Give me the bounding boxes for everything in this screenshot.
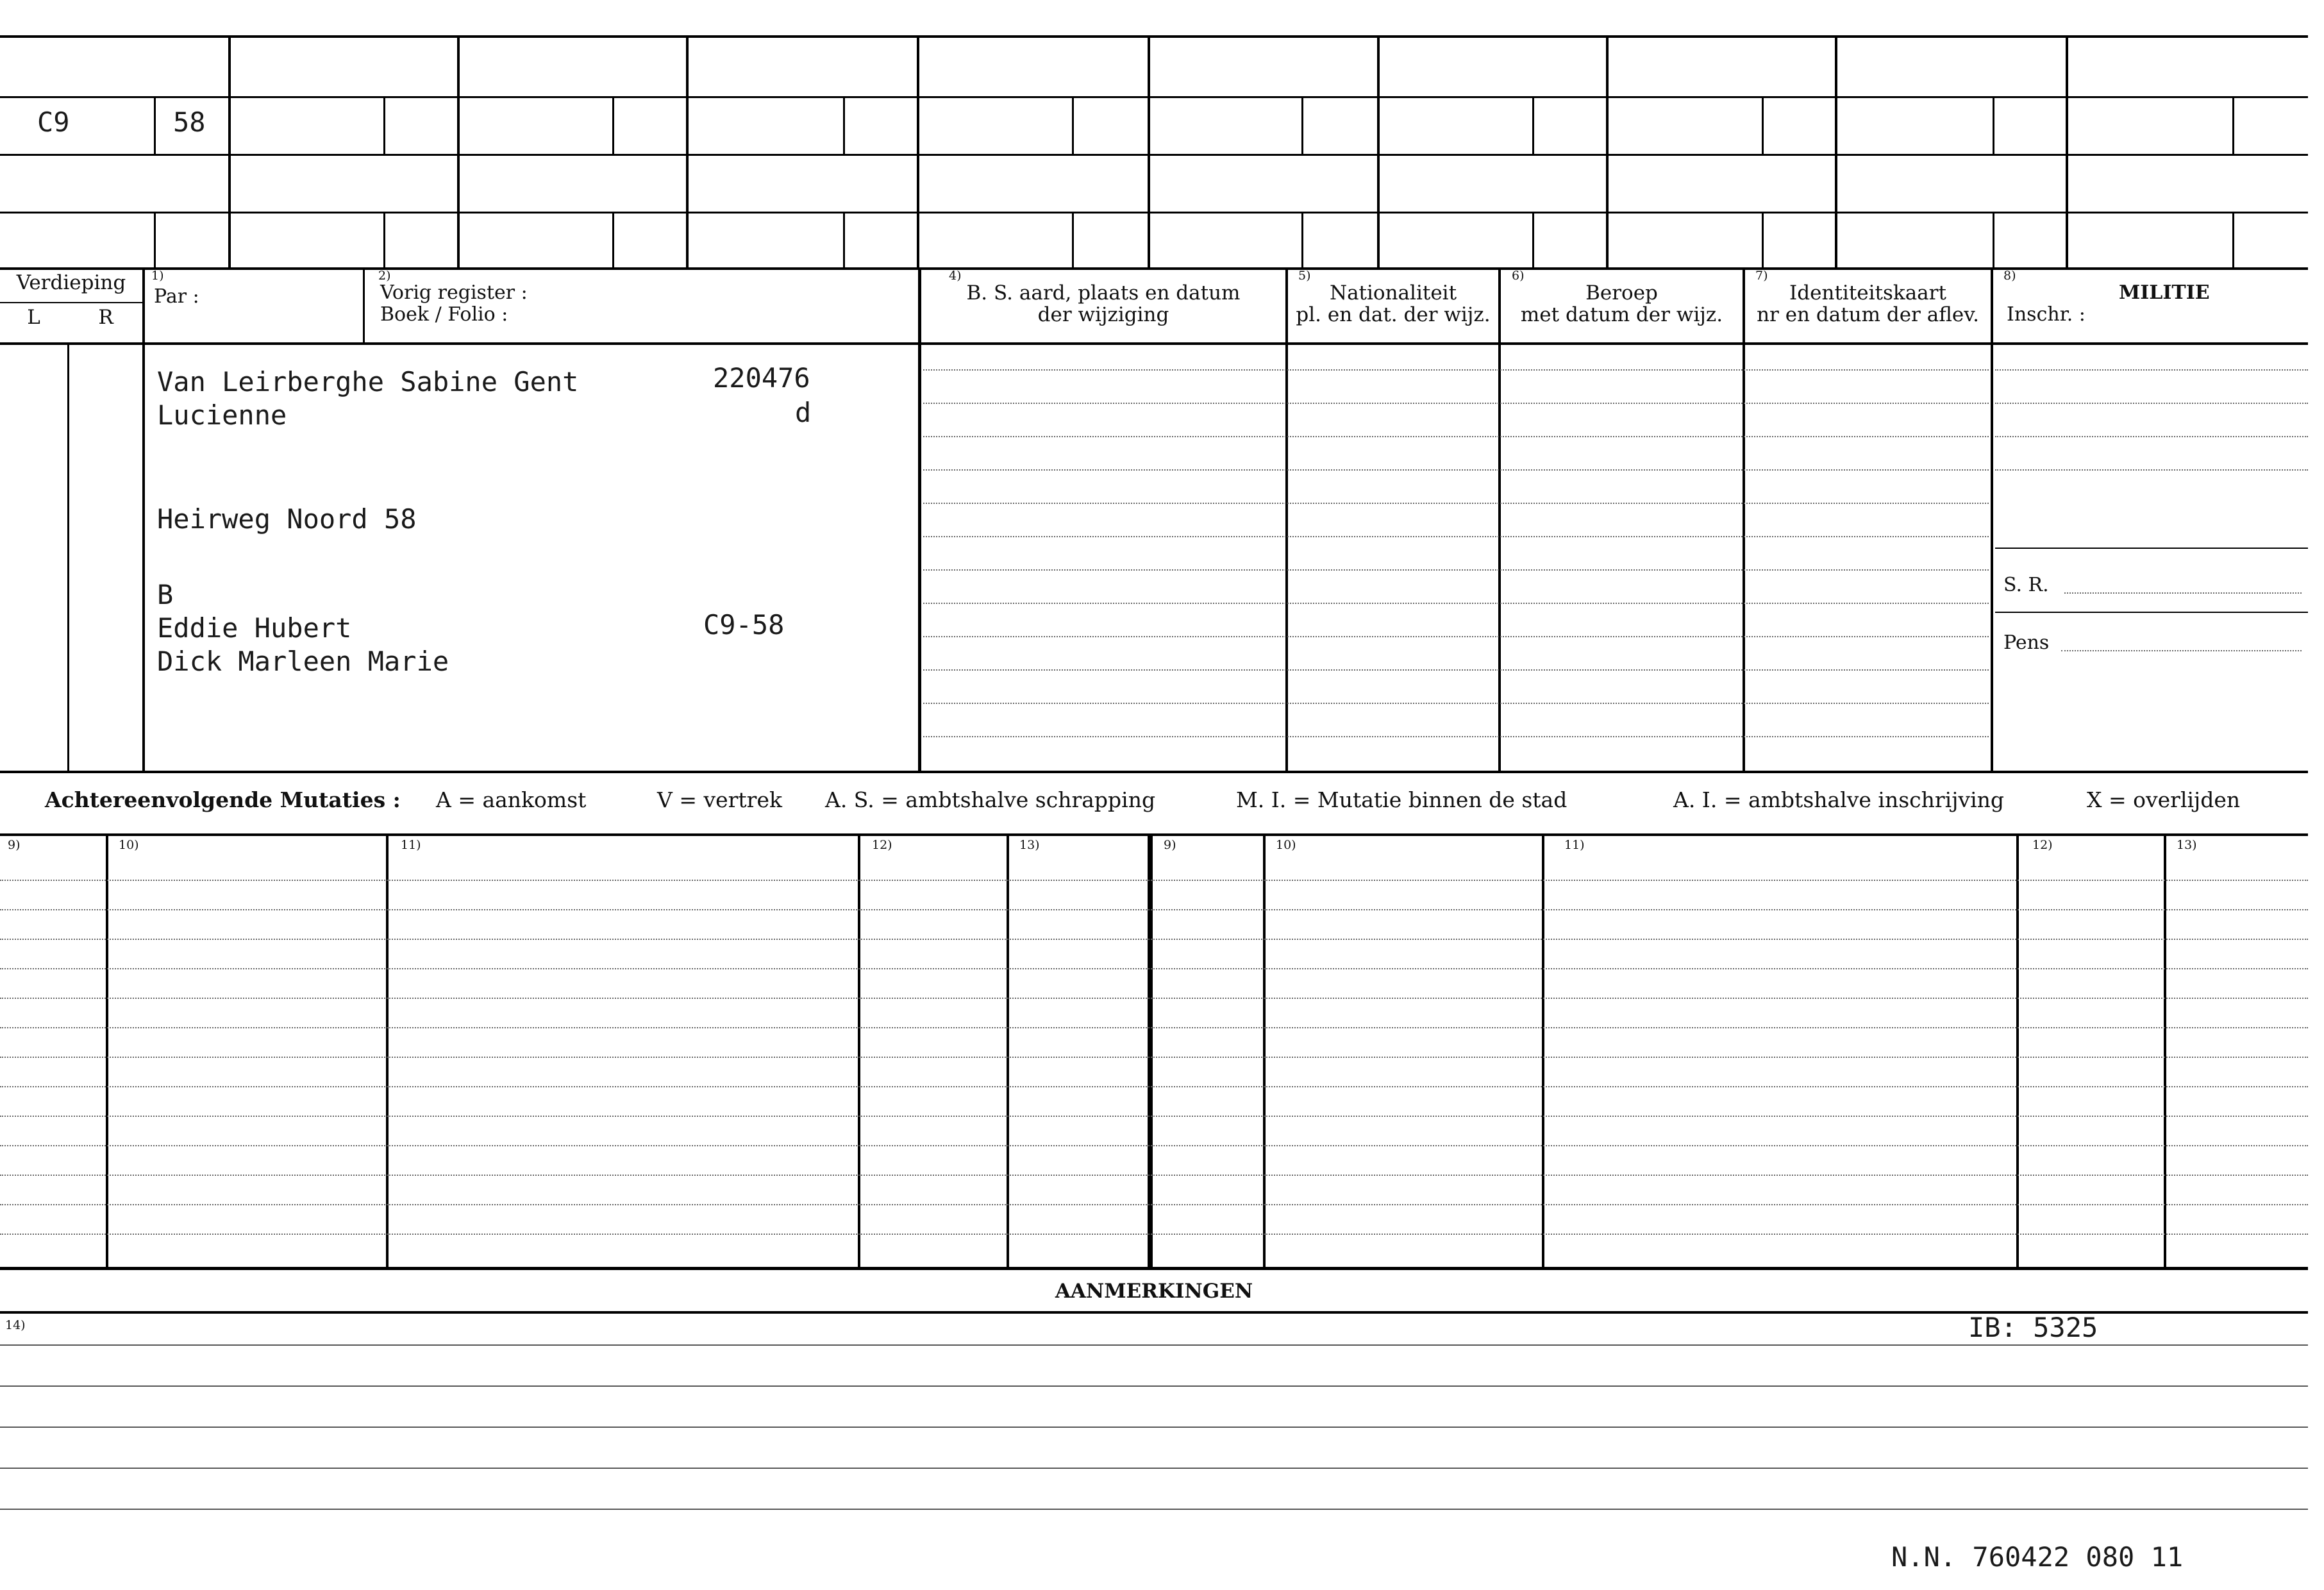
- register-header: [0, 268, 2308, 344]
- col4-num: 4): [949, 269, 962, 283]
- col2-line1: Vorig register :: [380, 281, 528, 304]
- entry-address: Heirweg Noord 58: [157, 503, 417, 535]
- col6-num: 6): [1512, 269, 1525, 283]
- militie-pens-label: Pens: [2003, 632, 2050, 654]
- legend-v: V = vertrek: [657, 787, 782, 812]
- legend-mi: M. I. = Mutatie binnen de stad: [1236, 787, 1567, 812]
- entry-name-line1: Van Leirberghe Sabine Gent: [157, 366, 579, 398]
- col5-line2: pl. en dat. der wijz.: [1296, 303, 1491, 326]
- verdieping-left: L: [27, 306, 40, 329]
- entry-relation1: Eddie Hubert: [157, 612, 352, 644]
- mut-col-13b: 13): [2177, 838, 2197, 852]
- entry-date-suffix: d: [795, 397, 812, 428]
- entry-marker: B: [157, 579, 174, 610]
- mut-col-10b: 10): [1276, 838, 1296, 852]
- remarks-num: 14): [5, 1318, 26, 1332]
- top-cell-a: C9: [37, 106, 70, 138]
- entry-date: 220476: [713, 362, 810, 394]
- col1-num: 1): [151, 269, 164, 283]
- remarks-section: [0, 1273, 2308, 1580]
- legend-title: Achtereenvolgende Mutaties :: [45, 787, 401, 812]
- col4-line1: B. S. aard, plaats en datum: [966, 281, 1241, 305]
- top-cell-b: 58: [173, 106, 206, 138]
- col8-num: 8): [2003, 269, 2016, 283]
- mut-col-13: 13): [1019, 838, 1040, 852]
- col4-line2: der wijziging: [1037, 303, 1169, 326]
- col7-line1: Identiteitskaart: [1789, 281, 1946, 305]
- col7-line2: nr en datum der aflev.: [1757, 303, 1979, 326]
- register-body: [0, 344, 2308, 773]
- col6-line2: met datum der wijz.: [1520, 303, 1723, 326]
- col8-sub: Inschr. :: [2007, 303, 2086, 326]
- top-grid: [0, 35, 2308, 269]
- col5-line1: Nationaliteit: [1329, 281, 1457, 305]
- remarks-ib: IB: 5325: [1968, 1312, 2098, 1343]
- entry-relation1-ref: C9-58: [703, 609, 785, 640]
- mut-col-10: 10): [119, 838, 139, 852]
- col7-num: 7): [1755, 269, 1768, 283]
- remarks-title: AANMERKINGEN: [1055, 1280, 1253, 1303]
- legend-x: X = overlijden: [2087, 787, 2241, 812]
- entry-relation2: Dick Marleen Marie: [157, 646, 449, 677]
- col8-title: MILITIE: [2119, 281, 2210, 304]
- militie-sr-label: S. R.: [2003, 574, 2049, 596]
- col2-line2: Boek / Folio :: [380, 303, 508, 326]
- mutations-table: [0, 833, 2308, 1269]
- mut-col-12: 12): [872, 838, 892, 852]
- mut-col-9b: 9): [1164, 838, 1176, 852]
- entry-name-line2: Lucienne: [157, 399, 287, 431]
- legend-a: A = aankomst: [436, 787, 587, 812]
- mut-col-11b: 11): [1564, 838, 1585, 852]
- col5-num: 5): [1298, 269, 1311, 283]
- col6-line1: Beroep: [1585, 281, 1658, 305]
- verdieping-label: Verdieping: [16, 271, 126, 294]
- col1-label: Par :: [154, 285, 199, 308]
- mut-col-9: 9): [8, 838, 21, 852]
- col2-num: 2): [378, 269, 391, 283]
- legend-ai: A. I. = ambtshalve inschrijving: [1673, 787, 2005, 812]
- mut-col-12b: 12): [2032, 838, 2053, 852]
- legend-as: A. S. = ambtshalve schrapping: [825, 787, 1156, 812]
- footer-nn: N.N. 760422 080 11: [1891, 1541, 2184, 1573]
- mut-col-11: 11): [401, 838, 421, 852]
- verdieping-right: R: [98, 306, 113, 329]
